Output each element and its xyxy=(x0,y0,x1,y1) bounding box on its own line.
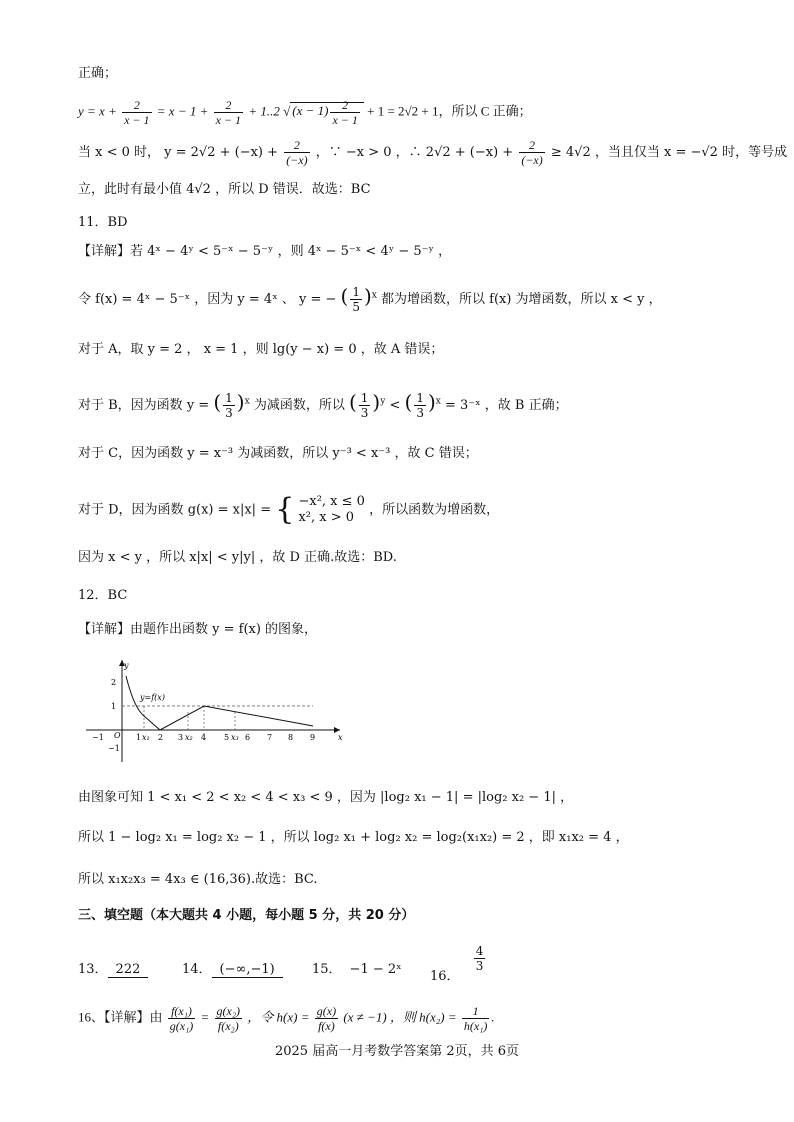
paren: ) xyxy=(363,284,372,308)
text-span: 12．BC xyxy=(78,588,128,603)
math-span: ≥ 4√2 ，当且仅当 x = −√2 时，等号成 xyxy=(550,145,788,160)
numerator: 2 xyxy=(122,98,151,113)
math-span: = 3⁻ˣ ，故 B 正确； xyxy=(445,398,568,413)
fraction xyxy=(215,1004,243,1033)
math-span: = xyxy=(200,1009,210,1025)
numerator: 2 xyxy=(214,98,243,113)
text-line xyxy=(78,342,443,358)
denominator: (−x) xyxy=(286,153,308,167)
x-tick-label: 7 xyxy=(267,733,273,742)
function-graph xyxy=(78,658,348,768)
x-tick-label: 2 xyxy=(158,733,164,742)
fraction xyxy=(330,98,359,127)
math-span: 都为增函数，所以 f(x) 为增函数，所以 x < y ， xyxy=(381,292,662,307)
denominator: (−x) xyxy=(521,153,543,167)
exponent: y xyxy=(380,396,386,407)
x-tick-label: 3 xyxy=(178,733,184,742)
math-span: . xyxy=(491,1009,495,1025)
text-span: 正确； xyxy=(78,66,118,81)
text-line xyxy=(78,622,317,638)
fraction xyxy=(214,98,243,127)
math-span: + 1 = 2√2 + 1，所以 C 正确； xyxy=(367,103,532,119)
text-line xyxy=(78,830,629,846)
answer-value: 222 xyxy=(108,962,149,978)
sqrt-body xyxy=(290,98,364,127)
math-span: < xyxy=(389,398,401,413)
math-span: 为减函数，所以 xyxy=(253,398,345,413)
answer-label: 15． xyxy=(312,962,342,977)
answer-label: 16． xyxy=(430,969,460,984)
fraction xyxy=(462,1004,490,1033)
text-span: 所以 1 − log₂ x₁ = log₂ x₂ − 1 ，所以 log₂ x₁ + log₂ x₂ = log₂(x₁x₂) = 2 ，即 x₁x₂ = 4 ， xyxy=(78,830,629,845)
paren: ( xyxy=(404,390,413,414)
denominator: g(x₁) xyxy=(169,1019,194,1033)
exponent: x xyxy=(371,290,377,301)
text-line xyxy=(78,872,318,888)
text-line xyxy=(78,550,397,566)
math-span: 16、【详解】由 xyxy=(78,1009,163,1025)
text-span: 11．BD xyxy=(78,215,128,230)
math-span: (x ≠ −1) ，则 h(x₂) = xyxy=(343,1009,457,1025)
text-span: 对于 A，取 y = 2 ， x = 1 ，则 lg(y − x) = 0 ，故 A 错误； xyxy=(78,342,444,357)
numerator: 4 xyxy=(475,944,484,958)
math-span: 对于 D，因为函数 g(x) = x|x| = xyxy=(78,502,272,518)
curve-label: y=f(x) xyxy=(140,693,165,702)
denominator: f(x) xyxy=(318,1019,335,1033)
fraction xyxy=(519,138,544,167)
math-span: 对于 B，因为函数 y = xyxy=(78,398,210,413)
piecewise-cases xyxy=(298,494,364,526)
function-curve xyxy=(126,676,313,730)
answer-13 xyxy=(78,962,148,978)
denominator: x − 1 xyxy=(124,113,150,127)
y-axis-label: y xyxy=(124,661,129,670)
denominator: x − 1 xyxy=(215,113,242,127)
brace: { xyxy=(275,492,295,527)
fraction xyxy=(315,1004,338,1033)
denominator: f(x₂) xyxy=(217,1019,239,1033)
section-heading xyxy=(78,908,414,924)
text-span: 三、填空题（本大题共 4 小题，每小题 5 分，共 20 分） xyxy=(78,908,415,923)
footer-text: 2025 届高一月考数学答案第 2页，共 6页 xyxy=(274,1044,520,1059)
question-number xyxy=(78,588,127,604)
math-span: (x − 1) xyxy=(292,103,329,119)
numerator: 1 xyxy=(352,285,360,299)
x-tick-label: −1 xyxy=(92,733,104,742)
text-span: 所以 x₁x₂x₃ = 4x₃ ∈ (16,36).故选：BC. xyxy=(78,872,318,887)
exponent: x xyxy=(435,396,441,407)
fraction xyxy=(223,391,235,420)
fraction xyxy=(414,391,426,420)
x-axis-label: x xyxy=(338,733,343,742)
paren: ( xyxy=(213,390,222,414)
math-span: = x − 1 + xyxy=(156,103,209,119)
math-line xyxy=(78,284,662,314)
x-tick-label: x₁ xyxy=(142,733,150,742)
case-line: −x², x ≤ 0 xyxy=(298,494,365,509)
math-line xyxy=(78,98,532,127)
y-tick-label: −1 xyxy=(108,744,120,753)
denominator: h(x₁) xyxy=(463,1019,488,1033)
x-tick-label: 5 xyxy=(224,733,230,742)
math-line xyxy=(78,1004,495,1033)
math-span: 当 x < 0 时， y = 2√2 + (−x) + xyxy=(78,145,279,160)
x-tick-label: 1 xyxy=(136,733,142,742)
answer-value: −1 − 2ˣ xyxy=(349,962,402,977)
x-tick-label: 9 xyxy=(310,733,316,742)
x-tick-label: 8 xyxy=(288,733,294,742)
question-number xyxy=(78,215,128,231)
numerator: f(x₁) xyxy=(168,1004,196,1019)
denominator: x − 1 xyxy=(332,113,358,127)
math-span: ，∵ −x > 0 ，∴ 2√2 + (−x) + xyxy=(315,145,514,160)
text-span: 由图象可知 1 < x₁ < 2 < x₂ < 4 < x₃ < 9 ，因为 |log₂ x₁ − 1| = |log₂ x₂ − 1| ， xyxy=(78,790,574,805)
numerator: 1 xyxy=(462,1004,490,1019)
denominator: 3 xyxy=(360,406,369,420)
text-line xyxy=(78,182,371,198)
paren: ( xyxy=(340,284,349,308)
math-span: + 1..2 xyxy=(248,103,280,119)
x-tick-label: x₂ xyxy=(185,733,193,742)
x-tick-label: x₃ xyxy=(231,733,239,742)
math-line xyxy=(78,390,568,420)
numerator: g(x₂) xyxy=(216,1004,241,1018)
numerator: g(x) xyxy=(316,1004,337,1018)
text-line xyxy=(78,790,573,806)
numerator: 2 xyxy=(519,138,544,153)
x-tick-label: 6 xyxy=(245,733,251,742)
answer-label: 13． xyxy=(78,962,108,977)
case-line: x², x > 0 xyxy=(298,510,355,525)
y-tick-label: 1 xyxy=(111,702,117,711)
numerator: 2 xyxy=(330,98,359,113)
text-span: 立，此时有最小值 4√2 ，所以 D 错误．故选：BC xyxy=(78,182,371,197)
math-span: ，所以函数为增函数， xyxy=(369,502,500,518)
text-span: 对于 C，因为函数 y = x⁻³ 为减函数，所以 y⁻³ < x⁻³ ，故 C 错误； xyxy=(78,446,478,461)
x-tick-labels xyxy=(92,733,315,742)
fraction xyxy=(168,1004,196,1033)
origin-label: O xyxy=(114,731,121,740)
paren: ) xyxy=(236,390,245,414)
paren: ( xyxy=(348,390,357,414)
text-span: 因为 x < y ，所以 x|x| < y|y| ，故 D 正确.故选：BD. xyxy=(78,550,397,565)
answer-value: (−∞,−1) xyxy=(212,962,283,978)
text-span: 【详解】由题作出函数 y = f(x) 的图象， xyxy=(78,622,318,637)
text-span: 【详解】若 4ˣ − 4ʸ < 5⁻ˣ − 5⁻ʸ ，则 4ˣ − 5⁻ˣ < 4ʸ − 5⁻ʸ ， xyxy=(78,244,452,259)
fraction xyxy=(122,98,151,127)
math-span: y = x + xyxy=(78,103,117,119)
numerator: 1 xyxy=(360,391,369,405)
answer-fraction xyxy=(474,944,486,973)
answer-16 xyxy=(430,944,487,984)
y-tick-label: 2 xyxy=(111,678,117,687)
text-line xyxy=(78,446,478,462)
exponent: x xyxy=(244,396,250,407)
text-line xyxy=(78,244,451,260)
paren: ) xyxy=(372,390,381,414)
answer-15 xyxy=(312,962,402,978)
denominator: 5 xyxy=(352,300,360,314)
answer-label: 14． xyxy=(182,962,212,977)
denominator: 3 xyxy=(475,959,484,973)
denominator: 3 xyxy=(416,406,424,420)
denominator: 3 xyxy=(225,406,233,420)
sqrt-symbol: √ xyxy=(283,103,291,119)
fraction xyxy=(284,138,309,167)
numerator: 1 xyxy=(225,391,233,405)
math-line xyxy=(78,138,787,167)
fraction xyxy=(359,391,371,420)
paren: ) xyxy=(427,390,436,414)
numerator: 1 xyxy=(416,391,424,405)
x-tick-label: 4 xyxy=(201,733,207,742)
math-span: 令 f(x) = 4ˣ − 5⁻ˣ ，因为 y = 4ˣ 、 y = − xyxy=(78,292,337,307)
math-span: ，令 h(x) = xyxy=(247,1009,310,1025)
numerator: 2 xyxy=(284,138,309,153)
math-line xyxy=(78,492,499,528)
page-footer xyxy=(0,1040,794,1059)
fraction xyxy=(350,285,362,314)
answer-14 xyxy=(182,962,283,978)
text-line xyxy=(78,66,117,82)
